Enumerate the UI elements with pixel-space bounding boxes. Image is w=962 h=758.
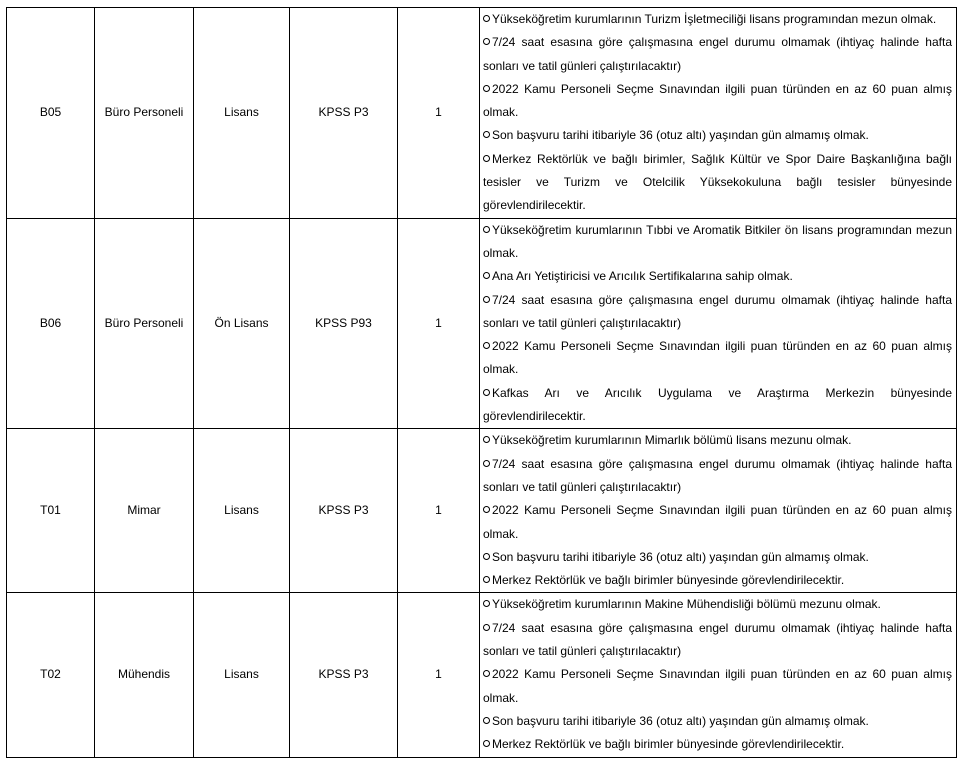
requirement-text: Yükseköğretim kurumlarının Makine Mühendisliği bölümü mezunu olmak. — [492, 597, 881, 612]
position-code: T02 — [7, 593, 95, 757]
requirement-item — [483, 663, 952, 710]
bullet-circle-icon — [483, 131, 490, 138]
bullet-circle-icon — [483, 342, 490, 349]
requirement-item — [483, 219, 952, 266]
bullet-circle-icon — [483, 436, 490, 443]
requirement-text: Yükseköğretim kurumlarının Turizm İşletmeciliği lisans programından mezun olmak. — [492, 12, 937, 26]
bullet-circle-icon — [483, 272, 490, 279]
score-type: KPSS P3 — [290, 593, 398, 757]
position-code: T01 — [7, 429, 95, 593]
education-level: Lisans — [194, 429, 290, 593]
requirement-item — [483, 453, 952, 500]
requirements-cell — [480, 593, 957, 757]
requirement-item — [483, 382, 952, 429]
bullet-circle-icon — [483, 624, 490, 631]
requirement-item — [483, 8, 952, 31]
score-type: KPSS P93 — [290, 218, 398, 429]
positions-table-body — [7, 8, 957, 758]
bullet-circle-icon — [483, 600, 490, 607]
bullet-circle-icon — [483, 85, 490, 92]
bullet-circle-icon — [483, 460, 490, 467]
requirement-text: Yükseköğretim kurumlarının Mimarlık bölümü lisans mezunu olmak. — [492, 433, 852, 448]
requirement-text: 7/24 saat esasına göre çalışmasına engel durumu olmamak (ihtiyaç halinde hafta sonları ve tatil günleri çalıştırılacaktır) — [483, 292, 952, 330]
score-type: KPSS P3 — [290, 429, 398, 593]
quota-count: 1 — [398, 8, 480, 219]
bullet-circle-icon — [483, 717, 490, 724]
requirement-item — [483, 429, 952, 452]
requirement-item — [483, 265, 952, 288]
position-title: Mühendis — [95, 593, 194, 757]
requirements-cell — [480, 429, 957, 593]
quota-count: 1 — [398, 218, 480, 429]
requirement-text: Yükseköğretim kurumlarının Tıbbi ve Aromatik Bitkiler ön lisans programından mezun olmak. — [483, 222, 952, 260]
requirement-item — [483, 335, 952, 382]
requirement-item — [483, 289, 952, 336]
bullet-circle-icon — [483, 38, 490, 45]
bullet-circle-icon — [483, 155, 490, 162]
education-level: Lisans — [194, 593, 290, 757]
requirement-item — [483, 124, 952, 147]
bullet-circle-icon — [483, 389, 490, 396]
education-level: Lisans — [194, 8, 290, 219]
requirement-text: Merkez Rektörlük ve bağlı birimler bünyesinde görevlendirilecektir. — [492, 737, 845, 752]
bullet-circle-icon — [483, 576, 490, 583]
bullet-circle-icon — [483, 553, 490, 560]
bullet-circle-icon — [483, 226, 490, 233]
score-type: KPSS P3 — [290, 8, 398, 219]
requirement-item — [483, 733, 952, 756]
requirement-item — [483, 593, 952, 616]
requirement-text: Kafkas Arı ve Arıcılık Uygulama ve Araştırma Merkezin bünyesinde görevlendirilecektir. — [483, 385, 952, 424]
requirement-text: Merkez Rektörlük ve bağlı birimler bünyesinde görevlendirilecektir. — [492, 573, 845, 588]
position-title: Büro Personeli — [95, 8, 194, 219]
requirement-text: 7/24 saat esasına göre çalışmasına engel durumu olmamak (ihtiyaç halinde hafta sonları ve tatil günleri çalıştırılacaktır) — [483, 456, 952, 494]
requirement-text: Son başvuru tarihi itibariyle 36 (otuz altı) yaşından gün almamış olmak. — [492, 549, 869, 564]
requirements-cell — [480, 218, 957, 429]
bullet-circle-icon — [483, 296, 490, 303]
document-page — [6, 7, 957, 758]
requirement-text: 2022 Kamu Personeli Seçme Sınavından ilgili puan türünden en az 60 puan almış olmak. — [483, 81, 952, 120]
position-code: B05 — [7, 8, 95, 219]
table-row — [7, 8, 957, 219]
requirements-cell — [480, 8, 957, 219]
bullet-circle-icon — [483, 740, 490, 747]
position-title: Mimar — [95, 429, 194, 593]
bullet-circle-icon — [483, 506, 490, 513]
requirement-item — [483, 710, 952, 733]
requirement-text: 2022 Kamu Personeli Seçme Sınavından ilgili puan türünden en az 60 puan almış olmak. — [483, 339, 952, 377]
table-row — [7, 429, 957, 593]
requirement-item — [483, 617, 952, 664]
table-row — [7, 593, 957, 757]
bullet-circle-icon — [483, 15, 490, 22]
requirement-item — [483, 499, 952, 546]
position-title: Büro Personeli — [95, 218, 194, 429]
requirement-text: 2022 Kamu Personeli Seçme Sınavından ilgili puan türünden en az 60 puan almış olmak. — [483, 503, 952, 541]
requirement-item — [483, 546, 952, 569]
requirement-text: Son başvuru tarihi itibariyle 36 (otuz altı) yaşından gün almamış olmak. — [492, 713, 869, 728]
requirement-text: Ana Arı Yetiştiricisi ve Arıcılık Sertifikalarına sahip olmak. — [492, 269, 793, 284]
table-row — [7, 218, 957, 429]
requirement-text: 2022 Kamu Personeli Seçme Sınavından ilgili puan türünden en az 60 puan almış olmak. — [483, 667, 952, 705]
requirement-item — [483, 31, 952, 78]
requirement-text: 7/24 saat esasına göre çalışmasına engel durumu olmamak (ihtiyaç halinde hafta sonları ve tatil günleri çalıştırılacaktır) — [483, 35, 952, 73]
quota-count: 1 — [398, 593, 480, 757]
requirement-item — [483, 569, 952, 592]
quota-count: 1 — [398, 429, 480, 593]
positions-table — [6, 7, 957, 758]
requirement-text: Merkez Rektörlük ve bağlı birimler, Sağlık Kültür ve Spor Daire Başkanlığına bağlı tesisler ve Turizm ve Otelcilik Yüksekokuluna bağlı tesisler bünyesinde görevlendirilecektir. — [483, 151, 952, 213]
requirement-text: 7/24 saat esasına göre çalışmasına engel durumu olmamak (ihtiyaç halinde hafta sonları ve tatil günleri çalıştırılacaktır) — [483, 620, 952, 659]
bullet-circle-icon — [483, 670, 490, 677]
requirement-text: Son başvuru tarihi itibariyle 36 (otuz altı) yaşından gün almamış olmak. — [492, 128, 869, 143]
position-code: B06 — [7, 218, 95, 429]
education-level: Ön Lisans — [194, 218, 290, 429]
requirement-item — [483, 78, 952, 125]
requirement-item — [483, 148, 952, 218]
